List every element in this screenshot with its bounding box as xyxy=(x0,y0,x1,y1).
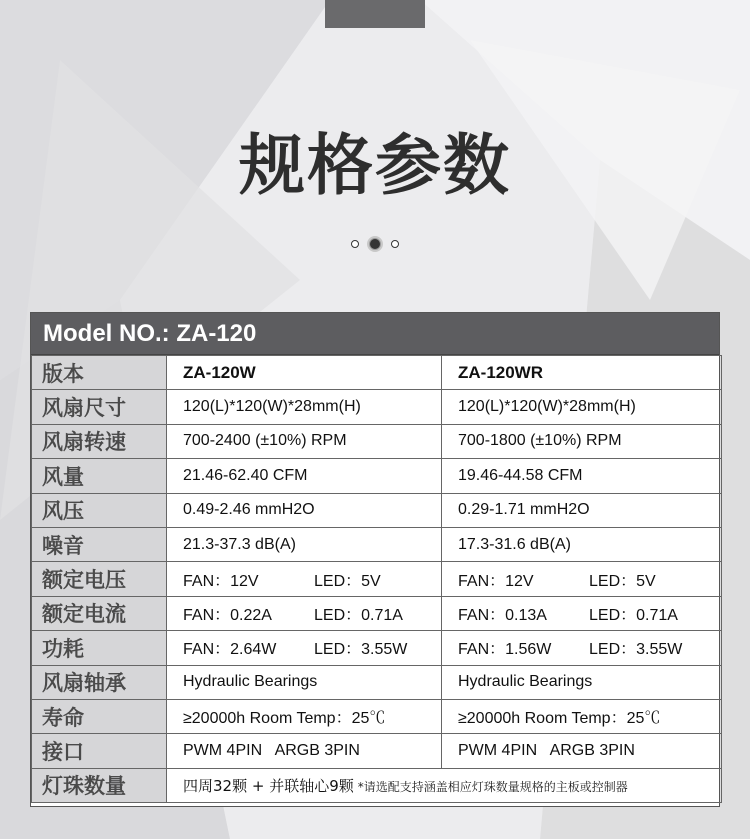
led-value: LED：5V xyxy=(589,572,656,590)
fan-value: FAN：0.13A xyxy=(458,606,547,624)
led-value: LED：3.55W xyxy=(589,641,683,659)
cell-value: 0.49-2.46 mmH2O xyxy=(167,493,442,527)
row-label: 风量 xyxy=(32,459,167,493)
cell-value: PWM 4PIN ARGB 3PIN xyxy=(442,734,722,768)
table-row xyxy=(32,631,722,665)
row-label: 风扇轴承 xyxy=(32,665,167,699)
cell-value xyxy=(442,596,722,630)
cell-value: 700-2400 (±10%) RPM xyxy=(167,424,442,458)
fan-value: FAN：12V xyxy=(458,572,534,590)
cell-value: 19.46-44.58 CFM xyxy=(442,459,722,493)
fan-value: FAN：1.56W xyxy=(458,641,552,659)
cell-value: 700-1800 (±10%) RPM xyxy=(442,424,722,458)
carousel-dot-active[interactable] xyxy=(369,238,381,250)
row-label: 接口 xyxy=(32,734,167,768)
table-row xyxy=(32,596,722,630)
cell-value xyxy=(167,768,722,802)
fan-value: FAN：12V xyxy=(183,572,259,590)
column-header: ZA-120W xyxy=(167,356,442,390)
cell-value: Hydraulic Bearings xyxy=(442,665,722,699)
row-label: 额定电压 xyxy=(32,562,167,596)
carousel-dot[interactable] xyxy=(391,240,399,248)
cell-value: 0.29-1.71 mmH2O xyxy=(442,493,722,527)
led-value: LED：3.55W xyxy=(314,641,408,659)
cell-value: ≥20000h Room Temp：25℃ xyxy=(442,699,722,733)
row-label: 版本 xyxy=(32,356,167,390)
row-label: 风扇转速 xyxy=(32,424,167,458)
spec-table xyxy=(30,312,720,807)
fan-value: FAN：2.64W xyxy=(183,641,277,659)
top-tab-bar xyxy=(325,0,425,28)
table-row xyxy=(32,424,722,458)
cell-value: ≥20000h Room Temp：25℃ xyxy=(167,699,442,733)
row-label: 寿命 xyxy=(32,699,167,733)
cell-value xyxy=(167,596,442,630)
table-row xyxy=(32,699,722,733)
cell-value: 120(L)*120(W)*28mm(H) xyxy=(167,390,442,424)
led-value: LED：0.71A xyxy=(589,606,678,624)
fan-value: FAN：0.22A xyxy=(183,606,272,624)
cell-value xyxy=(167,631,442,665)
page-title: 规格参数 xyxy=(239,127,511,204)
footnote: *请选配支持涵盖相应灯珠数量规格的主板或控制器 xyxy=(357,779,628,794)
carousel-dots xyxy=(0,238,750,250)
table-row xyxy=(32,734,722,768)
cell-value xyxy=(442,562,722,596)
table-row xyxy=(32,527,722,561)
led-count: 四周32颗 + 并联轴心9颗 xyxy=(183,776,354,795)
row-label: 灯珠数量 xyxy=(32,768,167,802)
table-row xyxy=(32,493,722,527)
row-label: 额定电流 xyxy=(32,596,167,630)
cell-value: 21.46-62.40 CFM xyxy=(167,459,442,493)
cell-value: 120(L)*120(W)*28mm(H) xyxy=(442,390,722,424)
led-value: LED：5V xyxy=(314,572,381,590)
cell-value xyxy=(442,631,722,665)
cell-value: Hydraulic Bearings xyxy=(167,665,442,699)
table-row xyxy=(32,562,722,596)
carousel-dot[interactable] xyxy=(351,240,359,248)
row-label: 风压 xyxy=(32,493,167,527)
row-label: 功耗 xyxy=(32,631,167,665)
cell-value: PWM 4PIN ARGB 3PIN xyxy=(167,734,442,768)
led-value: LED：0.71A xyxy=(314,606,403,624)
table-row xyxy=(32,356,722,390)
spec-grid xyxy=(31,355,722,803)
row-label: 风扇尺寸 xyxy=(32,390,167,424)
table-row xyxy=(32,665,722,699)
table-row xyxy=(32,459,722,493)
column-header: ZA-120WR xyxy=(442,356,722,390)
cell-value: 17.3-31.6 dB(A) xyxy=(442,527,722,561)
table-row xyxy=(32,768,722,802)
cell-value: 21.3-37.3 dB(A) xyxy=(167,527,442,561)
cell-value xyxy=(167,562,442,596)
table-row xyxy=(32,390,722,424)
row-label: 噪音 xyxy=(32,527,167,561)
model-number: Model NO.: ZA-120 xyxy=(31,313,719,355)
